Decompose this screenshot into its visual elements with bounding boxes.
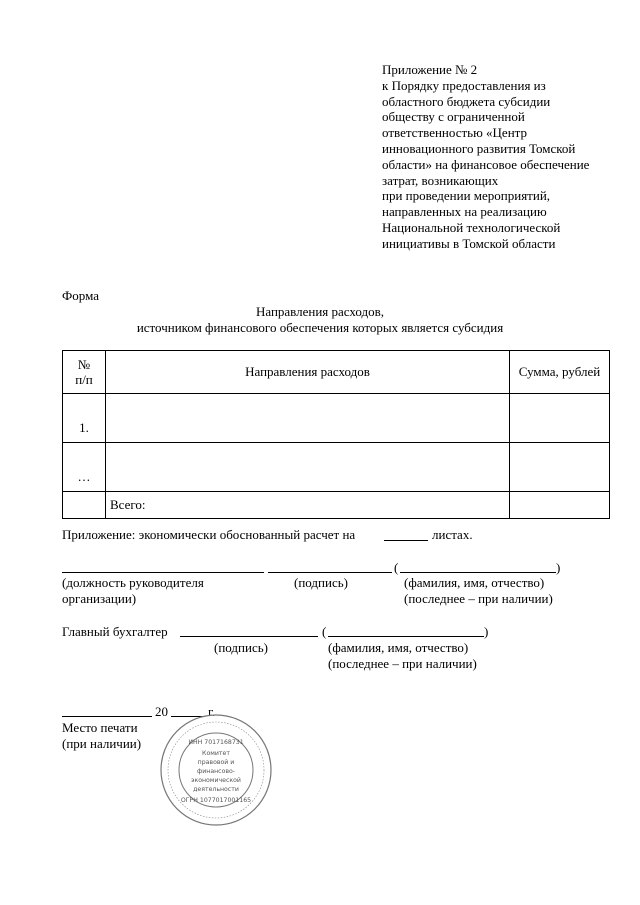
table-row [63,443,610,492]
row-number [63,492,106,519]
row-number: 1. [63,394,106,443]
date-year-suffix: г. [208,704,216,719]
appendix-line: областного бюджета субсидии [382,93,551,109]
seal-place-label: Место печати [62,720,138,735]
accountant-name-label-2: (последнее – при наличии) [328,656,477,671]
seal-place-note: (при наличии) [62,736,142,751]
head-name-label-2: (последнее – при наличии) [404,591,553,606]
appendix-line: инициативы в Томской области [382,235,556,251]
header-sum: Сумма, рублей [510,351,610,394]
head-position-field[interactable] [62,572,264,573]
head-signature-label: (подпись) [294,575,348,590]
stamp-line: деятельности [193,786,239,793]
doc-title-line2: источником финансового обеспечения которых является субсидия [136,320,504,335]
stamp-line: правовой и [197,759,235,766]
row-direction[interactable] [106,394,510,443]
appendix-line: области» на финансовое обеспечение [382,156,590,172]
appendix-line: обществу с ограниченной [382,109,525,125]
appendix-line: при проведении мероприятий, [382,188,551,204]
head-name-field[interactable] [400,572,556,573]
attachment-text: Приложение: экономически обоснованный расчет на [62,527,356,542]
seal-stamp [158,712,274,828]
form-label: Форма [62,288,99,303]
attachment-count-field[interactable] [384,540,428,541]
date-year-prefix: 20 [155,704,168,719]
table-row [63,394,610,443]
appendix-line: инновационного развития Томской [382,140,576,156]
appendix-line: к Порядку предоставления из [382,77,546,93]
row-direction[interactable] [106,443,510,492]
stamp-line: финансово- [196,768,236,775]
stamp-line: экономической [191,777,241,784]
accountant-name-label: (фамилия, имя, отчество) [328,640,469,655]
total-sum[interactable] [510,492,610,519]
appendix-line: Приложение № 2 [382,62,478,77]
head-position-label-2: организации) [62,591,137,606]
head-name-label: (фамилия, имя, отчество) [404,575,545,590]
header-number: № п/п [63,351,106,394]
appendix-line: направленных на реализацию [382,204,547,220]
accountant-signature-field[interactable] [180,636,318,637]
row-sum[interactable] [510,394,610,443]
head-signature-field[interactable] [268,572,392,573]
date-day-field[interactable] [62,716,152,717]
head-paren-close: ) [556,560,561,575]
accountant-signature-label: (подпись) [214,640,268,655]
appendix-line: затрат, возникающих [382,172,499,188]
accountant-paren-open: ( [322,624,327,639]
appendix-line: ответственностью «Центр [382,125,527,141]
appendix-line: Национальной технологической [382,219,561,235]
stamp-line: Комитет [202,750,230,757]
appendix-block [382,62,589,252]
row-number: … [63,443,106,492]
doc-title-line1: Направления расходов, [255,304,385,319]
stamp-ogrn: ОГРН 1077017001165 [180,797,252,804]
accountant-paren-close: ) [484,624,489,639]
attachment-suffix: листах. [432,527,473,542]
total-label: Всего: [106,492,510,519]
accountant-title: Главный бухгалтер [62,624,168,639]
table-header-row [63,351,610,394]
expenses-table [62,350,610,519]
row-sum[interactable] [510,443,610,492]
header-direction: Направления расходов [106,351,510,394]
head-paren-open: ( [394,560,399,575]
head-position-label: (должность руководителя [62,575,204,590]
stamp-inn: ИНН 7017168731 [188,739,244,746]
accountant-name-field[interactable] [328,636,484,637]
table-total-row [63,492,610,519]
